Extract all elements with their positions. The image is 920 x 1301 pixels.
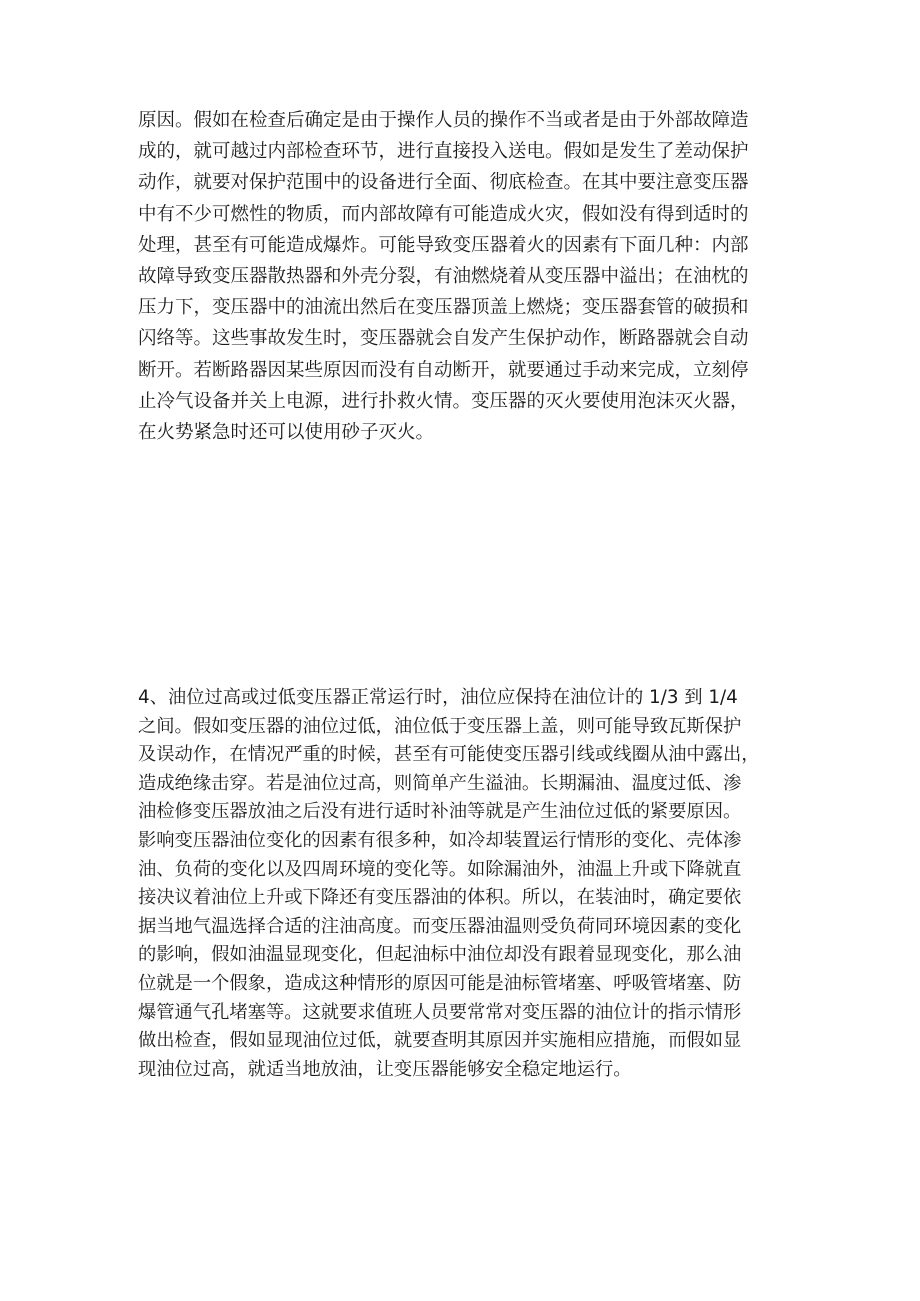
- text-line: 压力下，变压器中的油流出然后在变压器顶盖上燃烧；变压器套管的破损和: [138, 297, 749, 319]
- text-line: 接决议着油位上升或下降还有变压器油的体积。所以，在装油时，确定要依: [138, 887, 742, 909]
- text-line: 4、油位过高或过低变压器正常运行时，油位应保持在油位计的 1/3 到 1/4: [138, 687, 738, 708]
- text-line: 动作，就要对保护范围中的设备进行全面、彻底检查。在其中要注意变压器: [138, 172, 749, 194]
- text-line: 中有不少可燃性的物质，而内部故障有可能造成火灾，假如没有得到适时的: [138, 203, 749, 225]
- text-line: 在火势紧急时还可以使用砂子灭火。: [138, 421, 435, 443]
- text-line: 处理，甚至有可能造成爆炸。可能导致变压器着火的因素有下面几种：内部: [138, 234, 749, 256]
- text-line: 闪络等。这些事故发生时，变压器就会自发产生保护动作，断路器就会自动: [138, 328, 749, 350]
- text-line: 及误动作，在情况严重的时候，甚至有可能使变压器引线或线圈从油中露出，: [138, 744, 760, 766]
- text-line: 据当地气温选择合适的注油高度。而变压器油温则受负荷同环境因素的变化: [138, 915, 742, 937]
- text-line: 做出检查，假如显现油位过低，就要查明其原因并实施相应措施，而假如显: [138, 1030, 742, 1052]
- text-line: 故障导致变压器散热器和外壳分裂，有油燃烧着从变压器中溢出；在油枕的: [138, 265, 749, 287]
- text-line: 爆管通气孔堵塞等。这就要求值班人员要常常对变压器的油位计的指示情形: [138, 1001, 742, 1023]
- text-line: 成的，就可越过内部检查环节，进行直接投入送电。假如是发生了差动保护: [138, 141, 749, 163]
- text-line: 油检修变压器放油之后没有进行适时补油等就是产生油位过低的紧要原因。: [138, 801, 742, 823]
- text-line: 油、负荷的变化以及四周环境的变化等。如除漏油外，油温上升或下降就直: [138, 858, 742, 880]
- text-line: 影响变压器油位变化的因素有很多种，如冷却装置运行情形的变化、壳体渗: [138, 829, 742, 851]
- text-line: 止冷气设备并关上电源，进行扑救火情。变压器的灭火要使用泡沫灭火器，: [138, 390, 749, 412]
- paragraph-oil-level: [138, 684, 760, 1084]
- text-line: 的影响，假如油温显现变化，但起油标中油位却没有跟着显现变化，那么油: [138, 944, 742, 966]
- text-line: 之间。假如变压器的油位过低，油位低于变压器上盖，则可能导致瓦斯保护: [138, 715, 742, 737]
- text-line: 位就是一个假象，造成这种情形的原因可能是油标管堵塞、呼吸管堵塞、防: [138, 972, 742, 994]
- text-line: 现油位过高，就适当地放油，让变压器能够安全稳定地运行。: [138, 1058, 632, 1080]
- text-line: 造成绝缘击穿。若是油位过高，则简单产生溢油。长期漏油、温度过低、渗: [138, 772, 742, 794]
- text-line: 原因。假如在检查后确定是由于操作人员的操作不当或者是由于外部故障造: [138, 110, 749, 131]
- paragraph-fire-handling: [138, 105, 749, 448]
- text-line: 断开。若断路器因某些原因而没有自动断开，就要通过手动来完成，立刻停: [138, 359, 749, 381]
